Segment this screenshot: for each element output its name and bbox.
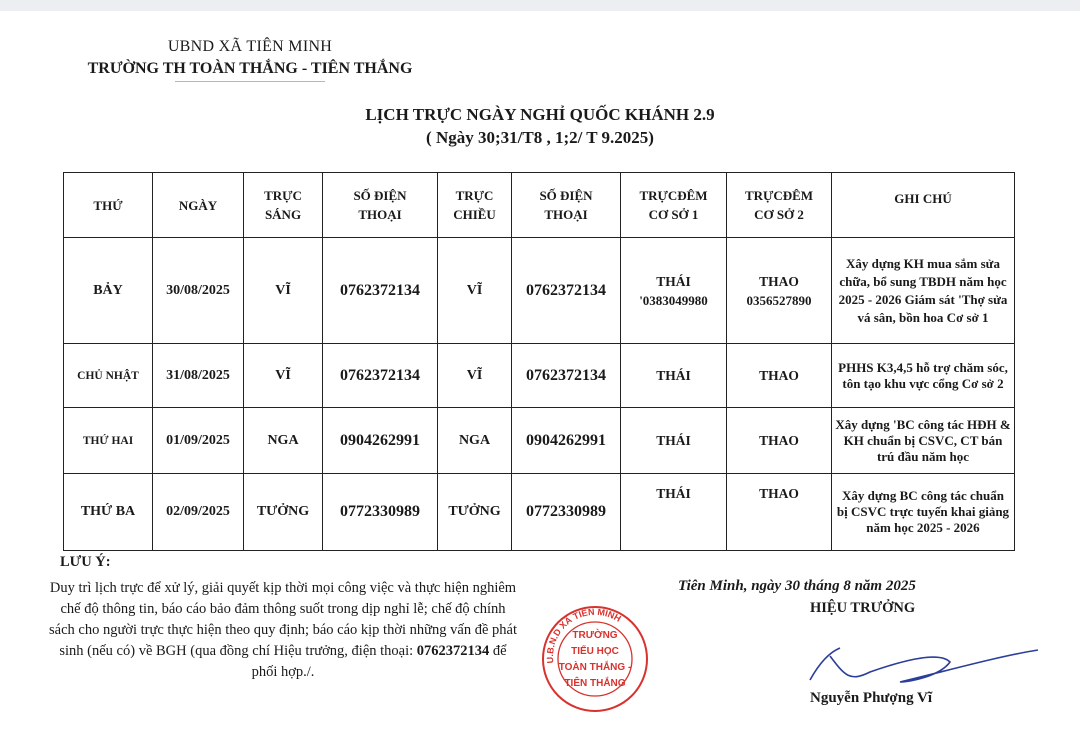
cell-morning-phone: 0762372134 (323, 344, 438, 408)
cell-afternoon: VĨ (438, 238, 512, 344)
stamp-line: TIỂU HỌC (571, 646, 619, 657)
viewer-top-bar (0, 0, 1080, 11)
cell-night-site2: THAO (727, 474, 832, 551)
header-date: NGÀY (153, 173, 244, 238)
cell-day: THỨ BA (64, 474, 153, 551)
cell-date: 31/08/2025 (153, 344, 244, 408)
cell-morning-phone: 0772330989 (323, 474, 438, 551)
notice-text: Duy trì lịch trực để xử lý, giải quyết kịp thời mọi công việc và thực hiện nghiêm chế độ thông tin, báo cáo bảo đảm thông suốt trong dịp nghỉ lễ; chế độ chính sách cho người trực thực hiện theo quy định; báo cáo kịp thời những vấn đề phát sinh (nếu có) về BGH (qua đồng chí Hiệu trưởng, điện thoại: 0762372134 để phối hợp./. (49, 580, 517, 680)
signer-role: HIỆU TRƯỞNG (810, 600, 916, 616)
table-row (64, 344, 1015, 408)
header-note: GHI CHÚ (832, 173, 1015, 238)
cell-date: 30/08/2025 (153, 238, 244, 344)
organization-header (60, 36, 440, 82)
notice-heading: LƯU Ý: (60, 554, 111, 570)
cell-night-site2: THAO 0356527890 (727, 238, 832, 344)
handwritten-signature (800, 642, 1040, 686)
cell-note: Xây dựng KH mua sắm sửa chữa, bổ sung TBDH năm học 2025 - 2026 Giám sát 'Thợ sửa vá sân, bồn hoa Cơ sở 1 (832, 238, 1015, 344)
cell-night-site2: THAO (727, 344, 832, 408)
cell-morning-phone: 0904262991 (323, 408, 438, 474)
cell-day: BẢY (64, 238, 153, 344)
table-row (64, 408, 1015, 474)
table-row (64, 474, 1015, 551)
table-row (64, 238, 1015, 344)
cell-night-site2: THAO (727, 408, 832, 474)
cell-afternoon-phone: 0762372134 (512, 238, 621, 344)
stamp-line: TRƯỜNG (572, 630, 618, 641)
cell-night-site1: THÁI (621, 344, 727, 408)
cell-note: PHHS K3,4,5 hỗ trợ chăm sóc, tôn tạo khu vực cổng Cơ sở 2 (832, 344, 1015, 408)
cell-afternoon: TƯỞNG (438, 474, 512, 551)
document-title (280, 103, 800, 149)
header-afternoon: TRỰC CHIỀU (438, 173, 512, 238)
title-main: LỊCH TRỰC NGÀY NGHỈ QUỐC KHÁNH 2.9 (365, 105, 715, 124)
cell-morning: VĨ (244, 344, 323, 408)
header-underline (175, 81, 325, 82)
header-afternoon-phone: SỐ ĐIỆN THOẠI (512, 173, 621, 238)
cell-afternoon: VĨ (438, 344, 512, 408)
cell-morning-phone: 0762372134 (323, 238, 438, 344)
header-night-site2: TRỰCĐÊM CƠ SỞ 2 (727, 173, 832, 238)
school-name: TRƯỜNG TH TOÀN THẮNG - TIÊN THẮNG (87, 60, 413, 77)
signer-name: Nguyễn Phượng Vĩ (810, 690, 933, 706)
place-date: Tiên Minh, ngày 30 tháng 8 năm 2025 (678, 578, 916, 594)
title-dates: ( Ngày 30;31/T8 , 1;2/ T 9.2025) (426, 128, 654, 147)
stamp-line: TOÀN THẮNG - (558, 662, 632, 673)
cell-day: THỨ HAI (64, 408, 153, 474)
stamp-line: TIÊN THẮNG (564, 678, 626, 689)
cell-afternoon-phone: 0904262991 (512, 408, 621, 474)
cell-night-site1: THÁI (621, 474, 727, 551)
header-morning-phone: SỐ ĐIỆN THOẠI (323, 173, 438, 238)
cell-afternoon-phone: 0762372134 (512, 344, 621, 408)
authority-name: UBND XÃ TIÊN MINH (167, 38, 333, 55)
table-header-row (64, 173, 1015, 238)
cell-note: Xây dựng BC công tác chuẩn bị CSVC trực tuyến khai giảng năm học 2025 - 2026 (832, 474, 1015, 551)
header-day: THỨ (64, 173, 153, 238)
header-morning: TRỰC SÁNG (244, 173, 323, 238)
cell-afternoon-phone: 0772330989 (512, 474, 621, 551)
cell-morning: VĨ (244, 238, 323, 344)
duty-schedule-table (63, 172, 1015, 551)
cell-night-site1: THÁI '0383049980 (621, 238, 727, 344)
school-stamp (540, 604, 650, 714)
cell-note: Xây dựng 'BC công tác HĐH & KH chuẩn bị CSVC, CT bán trú đầu năm học (832, 408, 1015, 474)
header-night-site1: TRỰCĐÊM CƠ SỞ 1 (621, 173, 727, 238)
cell-date: 01/09/2025 (153, 408, 244, 474)
cell-afternoon: NGA (438, 408, 512, 474)
cell-morning: NGA (244, 408, 323, 474)
cell-morning: TƯỞNG (244, 474, 323, 551)
stamp-arc-text: U.B.N.D XÃ TIÊN MINH (544, 606, 623, 664)
cell-day: CHỦ NHẬT (64, 344, 153, 408)
cell-night-site1: THÁI (621, 408, 727, 474)
principal-phone: 0762372134 (416, 643, 490, 659)
cell-date: 02/09/2025 (153, 474, 244, 551)
